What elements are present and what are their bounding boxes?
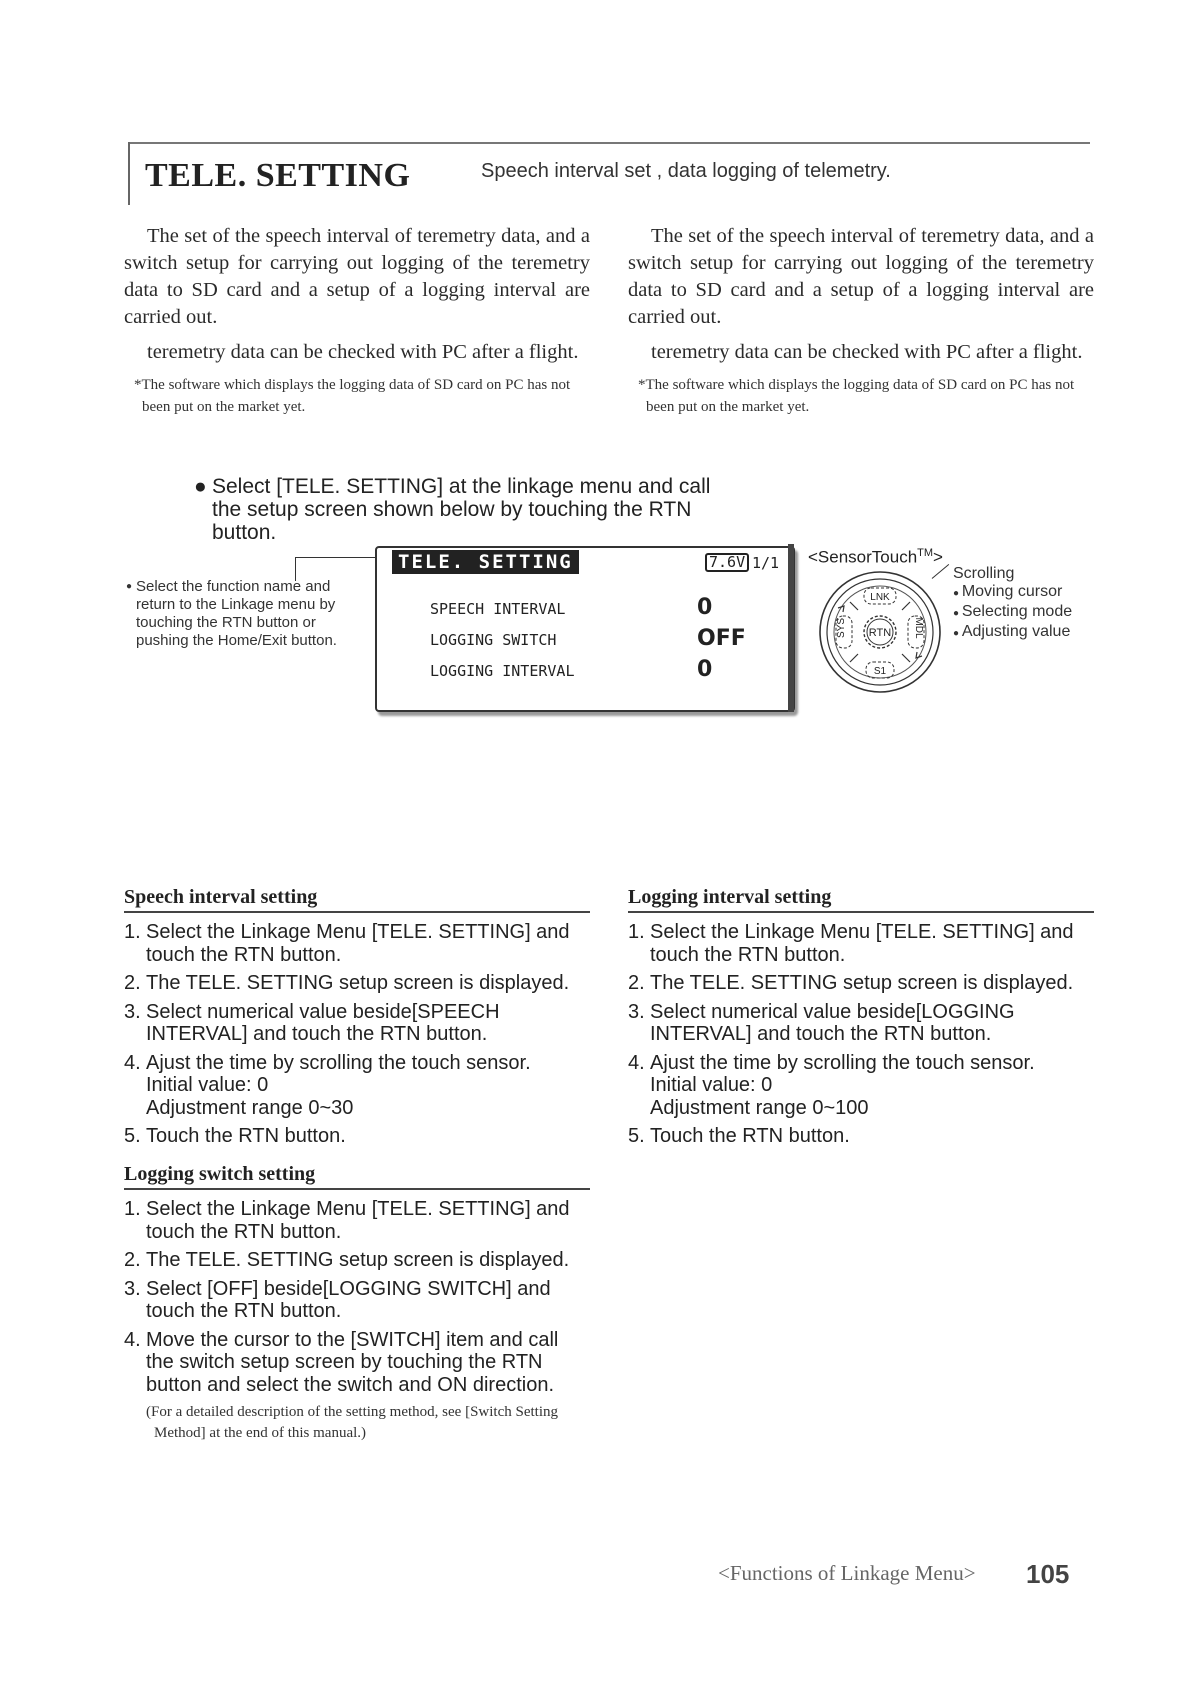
bullet-icon: ●	[953, 628, 962, 639]
sensor-notes	[953, 565, 1072, 643]
step-note: (For a detailed description of the setting method, see [Switch Setting Method] at the end of this manual.)	[146, 1404, 558, 1441]
step-text: Move the cursor to the [SWITCH] item and call the switch setup screen by touching the RTN button and select the switch and ON direction.	[146, 1328, 559, 1396]
header-rule	[128, 142, 1090, 144]
step	[628, 1001, 1094, 1046]
step-text: Touch the RTN button.	[650, 1125, 850, 1147]
sensor-note-item	[953, 583, 1072, 603]
sensor-touch-label	[808, 547, 943, 568]
instruction	[194, 475, 732, 544]
step-number: 2.	[628, 972, 645, 994]
step-number: 3.	[124, 1277, 141, 1300]
step	[124, 1198, 590, 1243]
mdl-key-label: MDL	[913, 617, 924, 639]
trademark: TM	[917, 547, 934, 559]
step-text: Select numerical value beside[LOGGING INTERVAL] and touch the RTN button.	[650, 1000, 1015, 1045]
page-subtitle: Speech interval set , data logging of telemetry.	[481, 160, 891, 182]
step-text: Select numerical value beside[SPEECH INTERVAL] and touch the RTN button.	[146, 1000, 500, 1045]
step-text: Ajust the time by scrolling the touch sensor.	[650, 1051, 1035, 1074]
speech-interval-section	[124, 886, 590, 1154]
step	[628, 972, 1094, 995]
intro-note: *The software which displays the logging data of SD card on PC has not been put on the market yet.	[134, 377, 571, 415]
section-heading: Logging switch setting	[124, 1163, 590, 1190]
step-number: 4.	[124, 1051, 141, 1074]
sensor-label-end: >	[933, 547, 943, 567]
sensor-label-text: <SensorTouch	[808, 547, 918, 567]
step-text: The TELE. SETTING setup screen is displayed.	[650, 972, 1074, 994]
logging-interval-section	[628, 886, 1094, 1154]
step-text: Touch the RTN button.	[146, 1125, 346, 1147]
lcd-label-logging-interval: LOGGING INTERVAL	[430, 662, 575, 680]
bullet-icon: ●	[194, 475, 207, 498]
logging-switch-section	[124, 1163, 604, 1444]
step	[124, 1001, 590, 1046]
step-list	[124, 921, 590, 1148]
sys-key-label: SYS	[836, 617, 847, 639]
side-note-text: Select the function name and return to the Linkage menu by touching the RTN button or pushing the Home/Exit button.	[136, 578, 337, 649]
lcd-frame-edge	[788, 544, 794, 712]
step-text: Ajust the time by scrolling the touch sensor.	[146, 1051, 531, 1074]
sensor-note-text: Selecting mode	[961, 603, 1073, 620]
s1-key-label: S1	[873, 666, 887, 677]
intro-paragraph: teremetry data can be checked with PC after a flight.	[147, 341, 579, 363]
battery-indicator: 7.6V	[705, 553, 749, 572]
lcd-screen	[375, 546, 795, 712]
instruction-text: Select [TELE. SETTING] at the linkage menu and call the setup screen shown below by touching the RTN button.	[212, 475, 711, 544]
sensor-note-text: Adjusting value	[961, 623, 1071, 640]
adjustment-range-text: Adjustment range 0~30	[146, 1096, 354, 1119]
bullet-icon: ●	[126, 581, 133, 592]
step-number: 1.	[628, 921, 645, 943]
lnk-key-label: LNK	[870, 592, 890, 603]
sensor-touch-dial[interactable]	[818, 570, 942, 694]
callout-line	[295, 557, 379, 558]
intro-paragraph: The set of the speech interval of teremetry data, and a switch setup for carrying out logging of the teremetry data to SD card and a setup of a logging interval are carried out.	[628, 225, 1094, 328]
step-number: 1.	[124, 1198, 141, 1220]
scrolling-label: Scrolling	[953, 565, 1015, 582]
intro-paragraph: teremetry data can be checked with PC after a flight.	[651, 341, 1083, 363]
step	[124, 1052, 590, 1120]
step	[124, 972, 590, 995]
step-list	[124, 1198, 590, 1396]
side-note	[126, 578, 350, 650]
step	[124, 1249, 590, 1272]
bullet-icon: ●	[953, 588, 962, 599]
initial-value-text: Initial value: 0	[650, 1074, 773, 1096]
step-text: Select the Linkage Menu [TELE. SETTING] and touch the RTN button.	[146, 921, 570, 966]
step-number: 1.	[124, 921, 141, 943]
page-title: TELE. SETTING	[145, 157, 411, 194]
step-number: 4.	[628, 1051, 645, 1074]
step-number: 3.	[628, 1000, 645, 1023]
sensor-note-item	[953, 623, 1072, 643]
page-indicator: 1/1	[752, 554, 780, 572]
intro-left	[124, 223, 590, 418]
step-text: Select the Linkage Menu [TELE. SETTING] and touch the RTN button.	[650, 921, 1074, 966]
step-number: 4.	[124, 1328, 141, 1351]
intro-right	[628, 223, 1094, 418]
step-number: 5.	[124, 1125, 141, 1147]
speech-interval-value[interactable]: 0	[697, 595, 713, 620]
step	[124, 1125, 590, 1148]
page-number: 105	[1026, 1559, 1070, 1589]
initial-value-text: Initial value: 0	[146, 1074, 269, 1096]
lcd-label-speech-interval: SPEECH INTERVAL	[430, 600, 566, 618]
callout-line	[295, 557, 296, 581]
step-number: 5.	[628, 1125, 645, 1147]
sensor-note-text: Moving cursor	[961, 583, 1063, 600]
lcd-label-logging-switch: LOGGING SWITCH	[430, 631, 557, 649]
adjustment-range-text: Adjustment range 0~100	[650, 1096, 869, 1119]
step	[124, 921, 590, 966]
step-number: 2.	[124, 972, 141, 994]
step-text: The TELE. SETTING setup screen is displayed.	[146, 972, 570, 994]
rtn-key-label: RTN	[868, 627, 892, 639]
footer-section-name: <Functions of Linkage Menu>	[718, 1561, 976, 1585]
title-bar	[128, 142, 130, 205]
step	[124, 1278, 590, 1323]
step-text: Select the Linkage Menu [TELE. SETTING] and touch the RTN button.	[146, 1198, 570, 1243]
step-number: 3.	[124, 1000, 141, 1023]
bullet-icon: ●	[953, 608, 962, 619]
step	[628, 1052, 1094, 1120]
step-list	[628, 921, 1094, 1148]
step	[628, 1125, 1094, 1148]
intro-note: *The software which displays the logging data of SD card on PC has not been put on the market yet.	[638, 377, 1075, 415]
step	[628, 921, 1094, 966]
step-number: 2.	[124, 1249, 141, 1271]
step-text: Select [OFF] beside[LOGGING SWITCH] and touch the RTN button.	[146, 1277, 551, 1322]
step-text: The TELE. SETTING setup screen is displayed.	[146, 1249, 570, 1271]
sensor-note-item	[953, 603, 1072, 623]
lcd-title[interactable]: TELE. SETTING	[392, 550, 579, 574]
intro-paragraph: The set of the speech interval of teremetry data, and a switch setup for carrying out logging of the teremetry data to SD card and a setup of a logging interval are carried out.	[124, 225, 590, 328]
logging-interval-value[interactable]: 0	[697, 657, 713, 682]
section-heading: Speech interval setting	[124, 886, 590, 913]
logging-switch-value[interactable]: OFF	[697, 626, 746, 651]
section-heading: Logging interval setting	[628, 886, 1094, 913]
step	[124, 1329, 590, 1397]
